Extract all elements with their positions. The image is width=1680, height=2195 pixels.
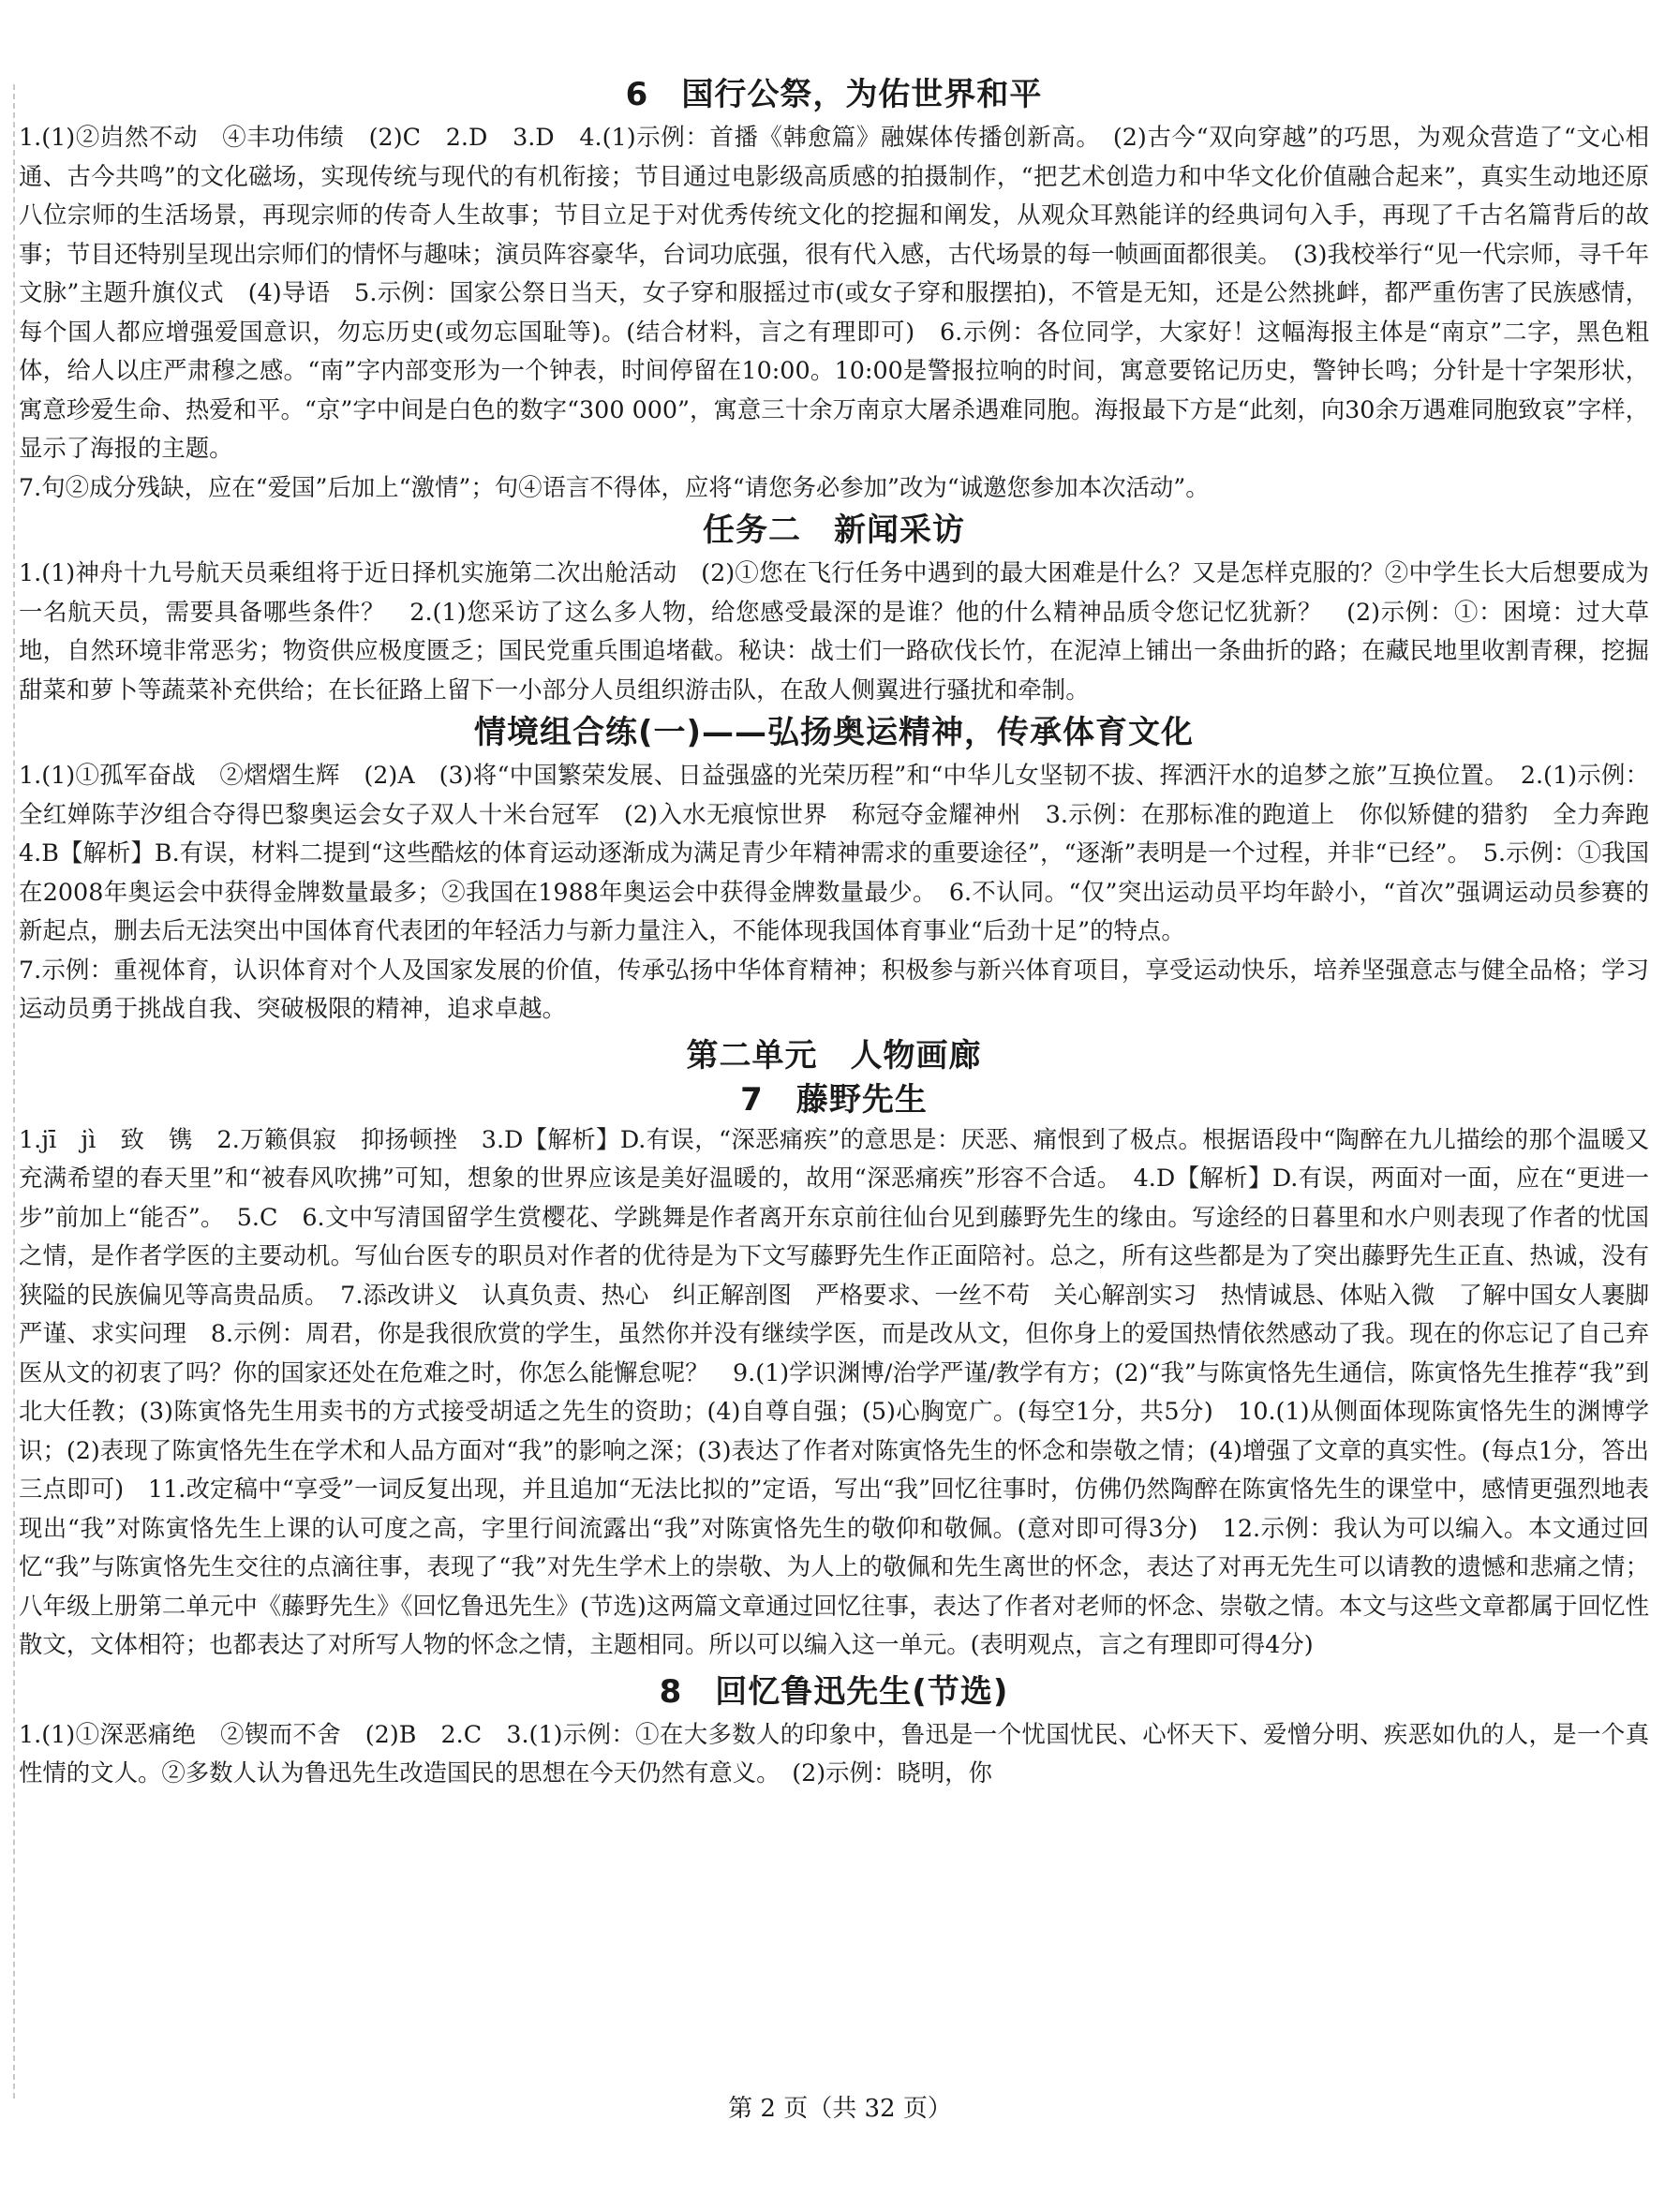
task-2-paragraph-1: 1.(1)神舟十九号航天员乘组将于近日择机实施第二次出舱活动 (2)①您在飞行任务中遇到的最大困难是什么？又是怎样克服的？②中学生长大后想要成为一名航天员，需要具备哪些条件？ 2.(1)您采访了这么多人物，给您感受最深的是谁？他的什么精神品质令您记忆犹新？ (2)示例：①：困境：过大草地，自然环境非常恶劣；物资供应极度匮乏；国民党重兵围追堵截。秘诀：战士们一路砍伐长竹，在泥淖上铺出一条曲折的路；在藏民地里收割青稞，挖掘甜菜和萝卜等蔬菜补充供给；在长征路上留下一小部分人员组织游击队，在敌人侧翼进行骚扰和牵制。	[19, 558, 1649, 704]
binding-margin-line	[13, 84, 15, 2099]
section-title-6: 6 国行公祭，为佑世界和平	[625, 76, 1043, 113]
answer-page	[19, 75, 1673, 1793]
unit-2-title: 第二单元 人物画廊	[686, 1036, 982, 1075]
section-title-8: 8 回忆鲁迅先生(节选)	[659, 1672, 1009, 1711]
context-practice-paragraph-2: 7.示例：重视体育，认识体育对个人及国家发展的价值，传承弘扬中华体育精神；积极参与新兴体育项目，享受运动快乐，培养坚强意志与健全品格；学习运动员勇于挑战自我、突破极限的精神，追求卓越。	[19, 955, 1649, 1022]
section-title-task-2: 任务二 新闻采访	[703, 512, 965, 549]
section-7-paragraph-1: 1.jī jì 致 镌 2.万籁俱寂 抑扬顿挫 3.D【解析】D.有误，“深恶痛疾”的意思是：厌恶、痛恨到了极点。根据语段中“陶醉在九儿描绘的那个温暖又充满希望的春天里”和“被春风吹拂”可知，想象的世界应该是美好温暖的，故用“深恶痛疾”形容不合适。 4.D【解析】D.有误，两面对一面，应在“更进一步”前加上“能否”。 5.C 6.文中写清国留学生赏樱花、学跳舞是作者离开东京前往仙台见到藤野先生的缘由。写途经的日暮里和水户则表现了作者的忧国之情，是作者学医的主要动机。写仙台医专的职员对作者的优待是为下文写藤野先生作正面陪衬。总之，所有这些都是为了突出藤野先生正直、热诚，没有狭隘的民族偏见等高贵品质。 7.添改讲义 认真负责、热心 纠正解剖图 严格要求、一丝不苟 关心解剖实习 热情诚恳、体贴入微 了解中国女人裹脚 严谨、求实问理 8.示例：周君，你是我很欣赏的学生，虽然你并没有继续学医，而是改从文，但你身上的爱国热情依然感动了我。现在的你忘记了自己弃医从文的初衷了吗？你的国家还处在危难之时，你怎么能懈怠呢？ 9.(1)学识渊博/治学严谨/教学有方；(2)“我”与陈寅恪先生通信，陈寅恪先生推荐“我”到北大任教；(3)陈寅恪先生用卖书的方式接受胡适之先生的资助；(4)自尊自强；(5)心胸宽广。(每空1分，共5分) 10.(1)从侧面体现陈寅恪先生的渊博学识；(2)表现了陈寅恪先生在学术和人品方面对“我”的影响之深；(3)表达了作者对陈寅恪先生的怀念和崇敬之情；(4)增强了文章的真实性。(每点1分，答出三点即可) 11.改定稿中“享受”一词反复出现，并且追加“无法比拟的”定语，写出“我”回忆往事时，仿佛仍然陶醉在陈寅恪先生的课堂中，感情更强烈地表现出“我”对陈寅恪先生上课的认可度之高，字里行间流露出“我”对陈寅恪先生的敬仰和敬佩。(意对即可得3分) 12.示例：我认为可以编入。本文通过回忆“我”与陈寅恪先生交往的点滴往事，表现了“我”对先生学术上的崇敬、为人上的敬佩和先生离世的怀念，表达了对再无先生可以请教的遗憾和悲痛之情；八年级上册第二单元中《藤野先生》《回忆鲁迅先生》(节选)这两篇文章通过回忆往事，表达了作者对老师的怀念、崇敬之情。本文与这些文章都属于回忆性散文，文体相符；也都表达了对所写人物的怀念之情，主题相同。所以可以编入这一单元。(表明观点，言之有理即可得4分)	[19, 1124, 1673, 1658]
section-6-paragraph-2: 7.句②成分残缺，应在“爱国”后加上“激情”；句④语言不得体，应将“请您务必参加”改为“诚邀您参加本次活动”。	[19, 472, 1210, 501]
section-6-paragraph-1: 1.(1)②岿然不动 ④丰功伟绩 (2)C 2.D 3.D 4.(1)示例：首播《韩愈篇》融媒体传播创新高。 (2)古今“双向穿越”的巧思，为观众营造了“文心相通、古今共鸣”的文化磁场，实现传统与现代的有机衔接；节目通过电影级高质感的拍摄制作，“把艺术创造力和中华文化价值融合起来”，真实生动地还原八位宗师的生活场景，再现宗师的传奇人生故事；节目立足于对优秀传统文化的挖掘和阐发，从观众耳熟能详的经典词句入手，再现了千古名篇背后的故事；节目还特别呈现出宗师们的情怀与趣味；演员阵容豪华，台词功底强，很有代入感，古代场景的每一帧画面都很美。 (3)我校举行“见一代宗师，寻千年文脉”主题升旗仪式 (4)导语 5.示例：国家公祭日当天，女子穿和服摇过市(或女子穿和服摆拍)，不管是无知，还是公然挑衅，都严重伤害了民族感情，每个国人都应增强爱国意识，勿忘历史(或勿忘国耻等)。(结合材料，言之有理即可) 6.示例：各位同学，大家好！这幅海报主体是“南京”二字，黑色粗体，给人以庄严肃穆之感。“南”字内部变形为一个钟表，时间停留在10:00。10:00是警报拉响的时间，寓意要铭记历史，警钟长鸣；分针是十字架形状，寓意珍爱生命、热爱和平。“京”字中间是白色的数字“300 000”，寓意三十余万南京大屠杀遇难同胞。海报最下方是“此刻，向30余万遇难同胞致哀”字样，显示了海报的主题。	[19, 123, 1649, 462]
context-practice-paragraph-1: 1.(1)①孤军奋战 ②熠熠生辉 (2)A (3)将“中国繁荣发展、日益强盛的光荣历程”和“中华儿女坚韧不拔、挥洒汗水的追梦之旅”互换位置。 2.(1)示例：全红婵陈芋汐组合夺得巴黎奥运会女子双人十米台冠军 (2)入水无痕惊世界 称冠夺金耀神州 3.示例：在那标准的跑道上 你似矫健的猎豹 全力奔跑 4.B【解析】B.有误，材料二提到“这些酷炫的体育运动逐渐成为满足青少年精神需求的重要途径”，“逐渐”表明是一个过程，并非“已经”。 5.示例：①我国在2008年奥运会中获得金牌数量最多；②我国在1988年奥运会中获得金牌数量最少。 6.不认同。“仅”突出运动员平均年龄小，“首次”强调运动员参赛的新起点，删去后无法突出中国体育代表团的年轻活力与新力量注入，不能体现我国体育事业“后劲十足”的特点。	[19, 761, 1673, 944]
section-title-7: 7 藤野先生	[740, 1080, 928, 1119]
section-title-context-practice-1: 情境组合练(一)——弘扬奥运精神，传承体育文化	[473, 714, 1195, 751]
section-8-paragraph-1: 1.(1)①深恶痛绝 ②锲而不舍 (2)B 2.C 3.(1)示例：①在大多数人的印象中，鲁迅是一个忧国忧民、心怀天下、爱憎分明、疾恶如仇的人，是一个真性情的文人。②多数人认为鲁迅先生改造国民的思想在今天仍然有意义。 (2)示例：晓明，你	[19, 1719, 1649, 1787]
page-number-footer: 第 2 页（共 32 页）	[728, 2095, 952, 2123]
